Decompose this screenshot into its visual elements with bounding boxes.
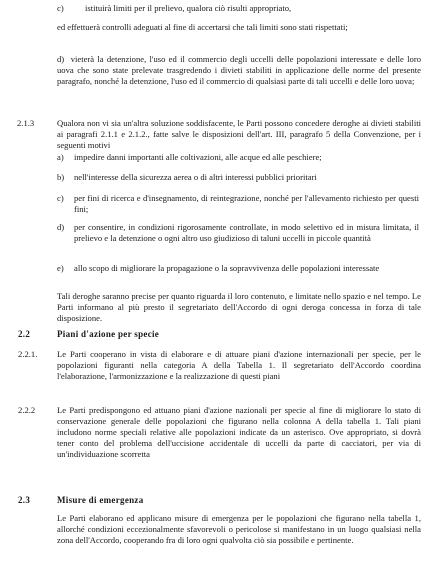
paragraph-2-1-3-closing: Tali deroghe saranno precise per quanto riguarda il loro contenuto, e limitate nello spazio e nel tempo. Le Parti informano al più presto il segretariato dell'Accordo di ogni deroga concessa in forza di tale disposizione. [57, 291, 421, 323]
list-item-c2 [57, 193, 427, 217]
item-label: c) [57, 193, 64, 203]
list-item-e [57, 263, 427, 287]
section-number-2-2-2: 2.2.2 [18, 405, 36, 415]
section-number-2-3: 2.3 [18, 495, 31, 505]
section-number-2-2-1: 2.2.1. [18, 349, 38, 359]
item-label: b) [57, 172, 65, 182]
section-title-2-3: Misure di emergenza [57, 495, 144, 505]
section-number-2-1-3: 2.1.3 [17, 118, 35, 128]
item-text: per consentire, in condizioni rigorosamente controllate, in modo selettivo ed in misura limitata, il prelievo e la detenzione o ogni altro uso giudizioso di taluni uccelli in piccole quantità [74, 222, 419, 243]
paragraph-2-2-1: Le Parti cooperano in vista di elaborare e di attuare piani d'azione internazionali per specie, per le popolazioni figuranti nella categoria A della Tabella 1. Il segretariato dell'Accordo coordina l'elaborazione, l'armonizzazione e la realizzazione di questi piani [57, 349, 421, 381]
item-text: d) vieterà la detenzione, l'uso ed il commercio degli uccelli delle popolazioni interessate e delle loro uova che sono state prelevate trasgredendo i divieti stabiliti in applicazione delle norme del presente paragrafo, nonché la detenzione, l'uso ed il commercio di qualsiasi parte di tali uccelli e delle loro uova; [57, 54, 421, 86]
item-label: c) [57, 3, 64, 13]
paragraph-2-3: Le Parti elaborano ed applicano misure di emergenza per le popolazioni che figurano nella tabella 1, allorché condizioni eccezionalmente sfavorevoli o pericolose si manifestano in un luogo qualsiasi nella zona dell'Accordo, cooperando fra di loro ogni qualvolta ciò sia possibile e pertinente. [57, 513, 421, 545]
section-title-2-2: Piani d'azione per specie [57, 329, 160, 339]
item-text: impedire danni importanti alle coltivazioni, alle acque ed alle peschiere; [74, 152, 322, 162]
paragraph-controls: ed effettuerà controlli adeguati al fine di accertarsi che tali limiti sono stati rispettati; [57, 22, 348, 32]
item-text: per fini di ricerca e d'insegnamento, di reintegrazione, nonché per l'allevamento richiesto per questi fini; [74, 193, 419, 214]
paragraph-2-1-3-intro: Qualora non vi sia un'altra soluzione soddisfacente, le Parti possono concedere deroghe ai divieti stabiliti ai paragrafi 2.1.1 e 2.1.2., fatte salve le disposizioni dell'art. III, paragrafo 5 della Convenzione, per i seguenti motivi [57, 118, 421, 150]
list-item-d2 [57, 222, 427, 256]
paragraph-2-2-2: Le Parti predispongono ed attuano piani d'azione nazionali per specie al fine di migliorare lo stato di conservazione generale delle popolazioni che figurano nella colonna A della tabella 1. Tali piani includono norme speciali relative alle popolazioni indicate da un asterisco. Ove appropriato, si dovrà tener conto del problema dell'uccisione accidentale di uccelli da parte di cacciatori, per via di un'individuazione scorretta [57, 405, 421, 459]
list-item-c [57, 3, 427, 15]
item-label: a) [57, 152, 64, 162]
item-text: nell'interesse della sicurezza aerea o di altri interessi pubblici prioritari [74, 172, 317, 182]
item-label: e) [57, 263, 64, 273]
list-item-a [57, 152, 427, 164]
list-item-d [57, 54, 427, 112]
item-label: d) [57, 222, 65, 232]
section-number-2-2: 2.2 [18, 329, 31, 339]
list-item-b [57, 172, 427, 184]
item-text: allo scopo di migliorare la propagazione o la sopravvivenza delle popolazioni interessate [74, 263, 380, 273]
item-text: istituirà limiti per il prelievo, qualora ciò risulti appropriato, [85, 3, 292, 13]
